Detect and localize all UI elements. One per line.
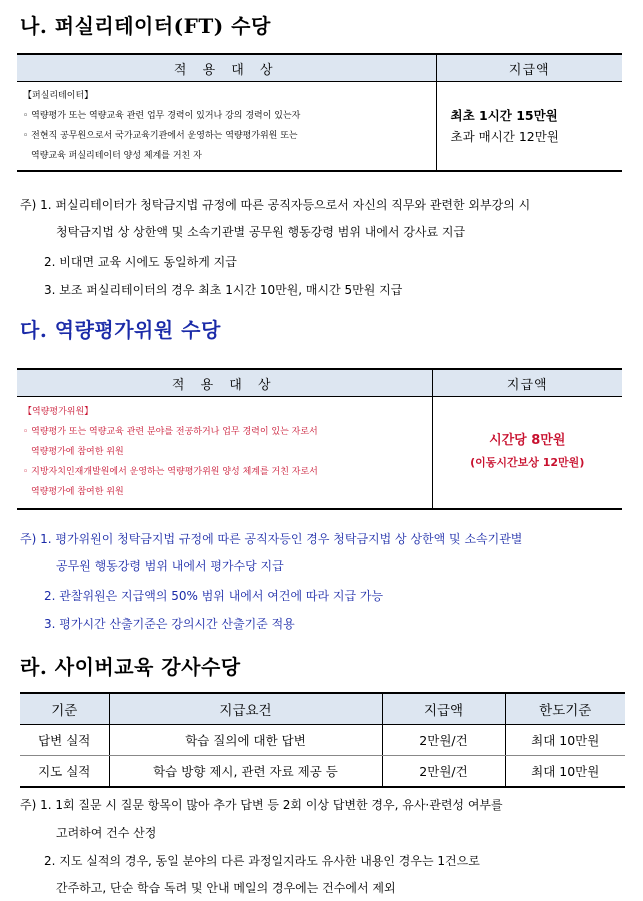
row-limit: 최대 10만원 — [505, 725, 625, 756]
section-da-title: 다. 역량평가위원 수당 — [20, 318, 221, 342]
table-row — [20, 756, 625, 788]
evaluator-line-1: ◦ 역량평가 또는 역량교육 관련 분야를 전공하거나 업무 경력이 있는 자로서 — [23, 427, 318, 438]
evaluator-target-cell — [17, 398, 432, 506]
evaluator-pay-main: 시간당 8만원 — [489, 433, 566, 449]
section-ra-title: 라. 사이버교육 강사수당 — [20, 655, 241, 679]
note-ra-1-cont: 고려하여 건수 산정 — [56, 826, 157, 840]
row-criteria: 답변 실적 — [20, 725, 109, 756]
evaluator-pay-cell — [433, 430, 623, 474]
note-na-3: 3. 보조 퍼실리테이터의 경우 최초 1시간 10만원, 매시간 5만원 지급 — [44, 283, 403, 297]
note-ra-1: 주) 1. 1회 질문 시 질문 항목이 많아 추가 답변 등 2회 이상 답변한 경우, 유사·관련성 여부를 — [20, 798, 503, 812]
note-ra-2: 2. 지도 실적의 경우, 동일 분야의 다른 과정일지라도 유사한 내용인 경우는 1건으로 — [44, 854, 480, 868]
note-ra-2-cont: 간주하고, 단순 학습 독려 및 안내 메일의 경우에는 건수에서 제외 — [56, 881, 396, 895]
section-na-title: 나. 퍼실리테이터(FT) 수당 — [20, 14, 271, 38]
evaluator-table — [17, 368, 622, 510]
header-limit: 한도기준 — [505, 693, 625, 725]
header-amount: 지급액 — [382, 693, 505, 725]
row-requirement: 학습 질의에 대한 답변 — [109, 725, 382, 756]
facilitator-pay-cell — [437, 105, 623, 147]
facilitator-label: 【퍼실리테이터】 — [23, 91, 94, 101]
header-target: 적 용 대 상 — [17, 369, 432, 397]
evaluator-line-4: 역량평가에 참여한 위원 — [31, 487, 124, 498]
note-da-2: 2. 관찰위원은 지급액의 50% 범위 내에서 여건에 따라 지급 가능 — [44, 589, 384, 603]
facilitator-pay-2: 초과 매시간 12만원 — [450, 129, 559, 144]
row-limit: 최대 10만원 — [505, 756, 625, 788]
note-da-1-cont: 공무원 행동강령 범위 내에서 평가수당 지급 — [56, 559, 284, 573]
evaluator-label: 【역량평가위원】 — [23, 407, 94, 418]
facilitator-line-2: ◦ 전현직 공무원으로서 국가교육기관에서 운영하는 역량평가위원 또는 — [23, 131, 298, 141]
facilitator-line-1: ◦ 역량평가 또는 역량교육 관련 업무 경력이 있거나 강의 경력이 있는자 — [23, 111, 301, 121]
row-amount: 2만원/건 — [382, 756, 505, 788]
row-criteria: 지도 실적 — [20, 756, 109, 788]
header-pay: 지급액 — [436, 54, 622, 82]
header-target: 적 용 대 상 — [17, 54, 436, 82]
note-na-1: 주) 1. 퍼실리테이터가 청탁금지법 규정에 따른 공직자등으로서 자신의 직무와 관련한 외부강의 시 — [20, 198, 531, 212]
evaluator-pay-sub: (이동시간보상 12만원) — [470, 456, 585, 470]
row-amount: 2만원/건 — [382, 725, 505, 756]
cyber-instructor-table — [20, 692, 625, 788]
header-pay: 지급액 — [432, 369, 622, 397]
facilitator-table — [17, 53, 622, 172]
row-requirement: 학습 방향 제시, 관련 자료 제공 등 — [109, 756, 382, 788]
note-na-1-cont: 청탁금지법 상 상한액 및 소속기관별 공무원 행동강령 범위 내에서 강사료 지급 — [56, 225, 466, 239]
table-row — [20, 725, 625, 756]
note-da-1: 주) 1. 평가위원이 청탁금지법 규정에 따른 공직자등인 경우 청탁금지법 상 상한액 및 소속기관별 — [20, 532, 523, 546]
evaluator-line-3: ◦ 지방자치인재개발원에서 운영하는 역량평가위원 양성 체계를 거친 자로서 — [23, 467, 318, 478]
header-criteria: 기준 — [20, 693, 109, 725]
header-requirement: 지급요건 — [109, 693, 382, 725]
note-na-2: 2. 비대면 교육 시에도 동일하게 지급 — [44, 255, 237, 269]
evaluator-line-2: 역량평가에 참여한 위원 — [31, 447, 124, 458]
facilitator-line-3: 역량교육 퍼실리테이터 양성 체계를 거친 자 — [31, 151, 202, 161]
note-da-3: 3. 평가시간 산출기준은 강의시간 산출기준 적용 — [44, 617, 295, 631]
facilitator-target-cell — [17, 82, 436, 170]
facilitator-pay-1: 최초 1시간 15만원 — [450, 108, 558, 123]
